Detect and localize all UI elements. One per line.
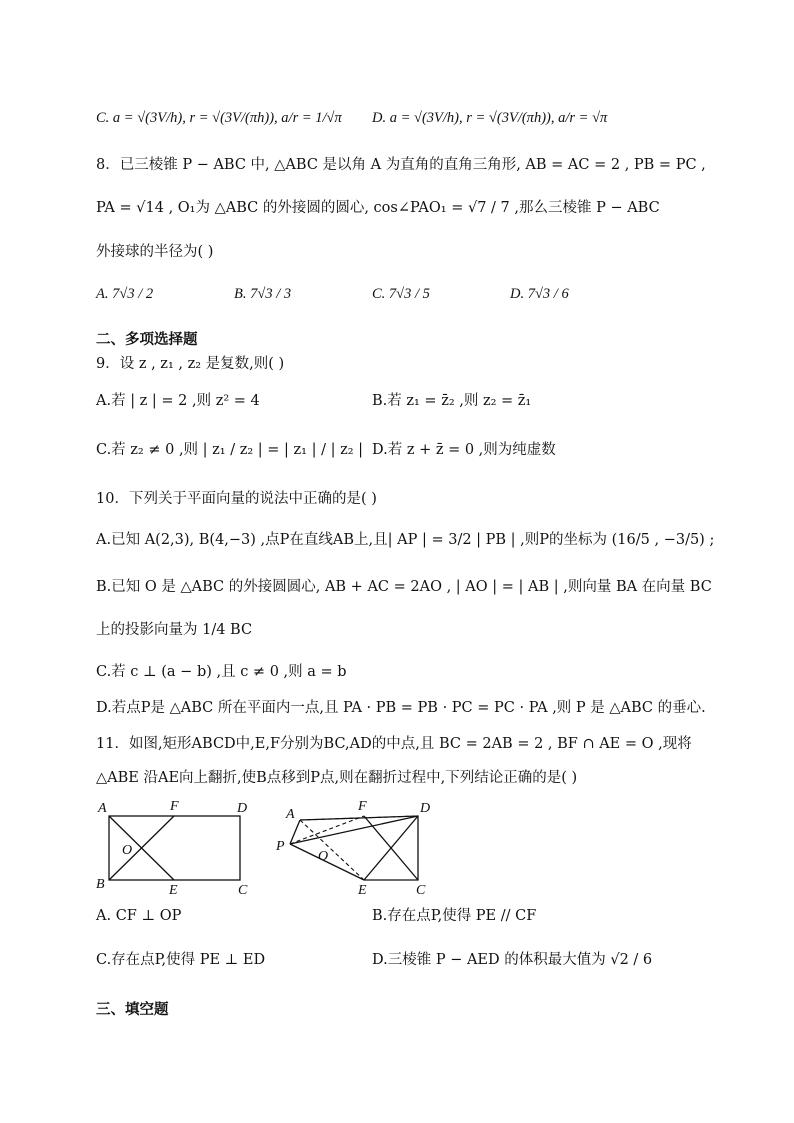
- fig1-label-o: O: [122, 843, 133, 858]
- section-heading-multiple-choice: 二、多项选择题: [96, 332, 198, 348]
- q10-option-a: A.已知 A(2,3), B(4,−3) ,点P在直线AB上,且| AP | = 3/2 | PB | ,则P的坐标为 (16/5 , −3/5) ;: [96, 532, 715, 548]
- fig1-label-f: F: [170, 799, 179, 814]
- q10-option-b-line2: 上的投影向量为 1/4 BC: [96, 622, 253, 638]
- q10-option-b-line1: B.已知 O 是 △ABC 的外接圆圆心, AB + AC = 2AO , | AO | = | AB | ,则向量 BA 在向量 BC: [96, 579, 712, 595]
- figure-folded-pyramid: [272, 796, 442, 900]
- q8-option-a: A. 7√3 / 2: [96, 286, 154, 302]
- q8-option-c: C. 7√3 / 5: [372, 286, 430, 302]
- q9-stem: 9．设 z , z₁ , z₂ 是复数,则( ): [96, 356, 285, 372]
- q10-stem: 10．下列关于平面向量的说法中正确的是( ): [96, 491, 377, 507]
- q10-option-d: D.若点P是 △ABC 所在平面内一点,且 PA · PB = PB · PC = PC · PA ,则 P 是 △ABC 的垂心.: [96, 700, 706, 716]
- q9-option-d: D.若 z + z̄ = 0 ,则为纯虚数: [372, 442, 556, 458]
- q8-stem-line1: 8．已三棱锥 P − ABC 中, △ABC 是以角 A 为直角的直角三角形, AB = AC = 2 , PB = PC ,: [96, 157, 706, 173]
- fig2-label-a: A: [286, 807, 295, 822]
- q9-option-b: B.若 z₁ = z̄₂ ,则 z₂ = z̄₁: [372, 393, 532, 409]
- q7-option-c: C. a = √(3V/h), r = √(3V/(πh)), a/r = 1/√π: [96, 110, 342, 126]
- fig2-label-o: O: [318, 849, 329, 864]
- figure-rectangle-abcd: [92, 796, 262, 900]
- q7-option-d: D. a = √(3V/h), r = √(3V/(πh)), a/r = √π: [372, 110, 608, 126]
- q8-stem-line3: 外接球的半径为( ): [96, 244, 214, 260]
- q11-option-a: A. CF ⊥ OP: [96, 908, 182, 924]
- fig2-label-p: P: [276, 839, 285, 854]
- fig2-label-f: F: [358, 799, 367, 814]
- q11-option-c: C.存在点P,使得 PE ⊥ ED: [96, 952, 266, 968]
- fig1-label-d: D: [237, 801, 248, 816]
- fig2-label-d: D: [420, 801, 431, 816]
- fig1-label-a: A: [98, 801, 107, 816]
- q10-option-c: C.若 c ⊥ (a − b) ,且 c ≠ 0 ,则 a = b: [96, 664, 347, 680]
- q11-option-d: D.三棱锥 P − AED 的体积最大值为 √2 / 6: [372, 952, 653, 968]
- q8-option-d: D. 7√3 / 6: [510, 286, 569, 302]
- q11-option-b: B.存在点P,使得 PE // CF: [372, 908, 537, 924]
- fig2-label-c: C: [416, 883, 426, 898]
- fig1-label-b: B: [96, 877, 105, 892]
- fig2-label-e: E: [358, 883, 367, 898]
- q11-stem-line2: △ABE 沿AE向上翻折,使B点移到P点,则在翻折过程中,下列结论正确的是( ): [96, 770, 578, 786]
- section-heading-fill-in: 三、填空题: [96, 1002, 169, 1018]
- fig1-label-e: E: [169, 883, 178, 898]
- q9-option-c: C.若 z₂ ≠ 0 ,则 | z₁ / z₂ | = | z₁ | / | z₂ |: [96, 442, 364, 458]
- q9-option-a: A.若 | z | = 2 ,则 z² = 4: [96, 393, 260, 409]
- fig1-label-c: C: [238, 883, 248, 898]
- q8-option-b: B. 7√3 / 3: [234, 286, 292, 302]
- q8-stem-line2: PA = √14 , O₁为 △ABC 的外接圆的圆心, cos∠PAO₁ = √7 / 7 ,那么三棱锥 P − ABC: [96, 200, 660, 216]
- q11-stem-line1: 11．如图,矩形ABCD中,E,F分别为BC,AD的中点,且 BC = 2AB = 2 , BF ∩ AE = O ,现将: [96, 736, 692, 752]
